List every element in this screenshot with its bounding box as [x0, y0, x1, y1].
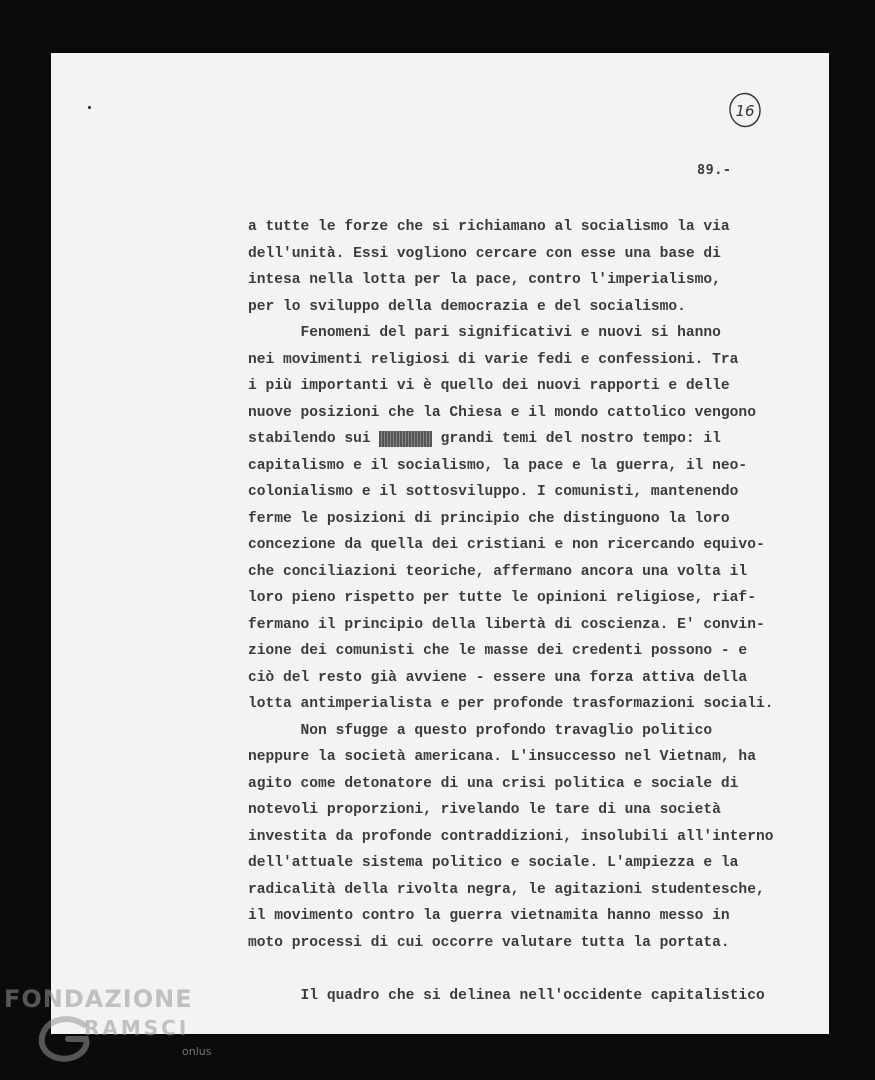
struck-out-word — [379, 431, 432, 447]
text-line: il movimento contro la guerra vietnamita hanno messo in — [248, 908, 730, 924]
text-line — [248, 956, 832, 983]
fondazione-gramsci-watermark — [4, 985, 234, 1077]
watermark-suffix: onlus — [182, 1045, 212, 1058]
text-line: i più importanti vi è quello dei nuovi rapporti e delle — [248, 378, 730, 394]
text-line: loro pieno rispetto per tutte le opinioni religiose, riaf- — [248, 590, 756, 606]
text-line: Fenomeni del pari significativi e nuovi si hanno — [248, 325, 721, 341]
dust-speck — [88, 106, 91, 109]
text-line: che conciliazioni teoriche, affermano ancora una volta il — [248, 563, 748, 580]
text-line: moto processi di cui occorre valutare tutta la portata. — [248, 934, 730, 951]
watermark-line2: RAMSCI — [84, 1016, 190, 1040]
page-number: 89.- — [697, 162, 732, 178]
text-line: investita da profonde contraddizioni, insolubili all'interno — [248, 828, 774, 845]
text-line: capitalismo e il socialismo, la pace e la guerra, il neo- — [248, 457, 748, 474]
text-line: stabilendo sui grandi temi del nostro tempo: il — [248, 431, 721, 447]
folio-number: 16 — [735, 102, 755, 120]
text-line: ciò del resto già avviene - essere una forza attiva della — [248, 669, 748, 686]
watermark-line1: FONDAZIONE — [4, 985, 193, 1013]
text-line: dell'attuale sistema politico e sociale. L'ampiezza e la — [248, 855, 739, 871]
text-line: zione dei comunisti che le masse dei credenti possono - e — [248, 643, 748, 659]
text-line: notevoli proporzioni, rivelando le tare di una società — [248, 802, 721, 818]
typed-text-body — [248, 214, 832, 1009]
text-line: intesa nella lotta per la pace, contro l'imperialismo, — [248, 272, 721, 288]
text-line: lotta antimperialista e per profonde trasformazioni sociali. — [248, 696, 774, 712]
text-line: fermano il principio della libertà di coscienza. E' convin- — [248, 616, 765, 633]
text-line: neppure la società americana. L'insuccesso nel Vietnam, ha — [248, 749, 756, 765]
text-line: Non sfugge a questo profondo travaglio politico — [248, 722, 713, 739]
text-line: nei movimenti religiosi di varie fedi e confessioni. Tra — [248, 351, 739, 368]
text-line: agito come detonatore di una crisi politica e sociale di — [248, 775, 739, 792]
text-line: concezione da quella dei cristiani e non ricercando equivo- — [248, 537, 765, 553]
text-line: Il quadro che si delinea nell'occidente capitalistico — [248, 987, 765, 1004]
text-line: radicalità della rivolta negra, le agitazioni studentesche, — [248, 881, 765, 898]
text-line: colonialismo e il sottosviluppo. I comunisti, mantenendo — [248, 484, 739, 500]
folio-stamp — [727, 91, 763, 129]
text-line: a tutte le forze che si richiamano al socialismo la via — [248, 219, 730, 235]
text-line: nuove posizioni che la Chiesa e il mondo cattolico vengono — [248, 404, 756, 421]
text-line: per lo sviluppo della democrazia e del socialismo. — [248, 298, 686, 315]
text-line: ferme le posizioni di principio che distinguono la loro — [248, 510, 730, 527]
text-line: dell'unità. Essi vogliono cercare con esse una base di — [248, 245, 721, 262]
